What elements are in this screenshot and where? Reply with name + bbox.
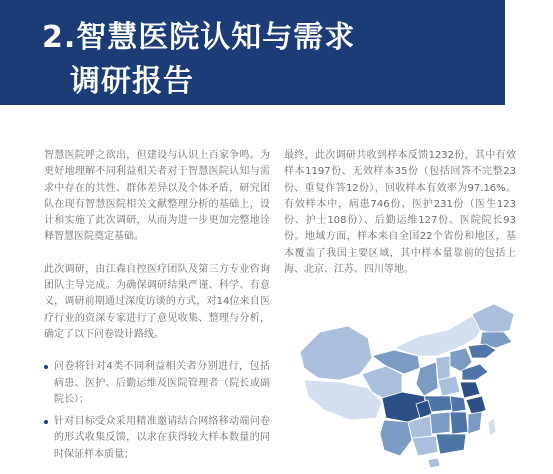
title-banner [0, 0, 505, 105]
results-paragraph: 最终，此次调研共收到样本反馈1232份，其中有效样本1197份、无效样本35份（包括回答不完整23份、重复作答12份），回收样本有效率为97.16%。有效样本中，病患746份、医护231份（医生123份、护士108份）、后勤运维127份、医院院长93份。地域方面，样本来自全国22个省份和地区，基本覆盖了我国主要区域，其中样本量靠前的包括上海、北京、江苏、四川等地。 [284, 150, 516, 276]
page-title-line-1: 2.智慧医院认知与需求 [42, 20, 356, 55]
list-item-text: 问卷将针对4类不同利益相关者分别进行，包括病患、医护、后勤运维及医院管理者（院长或副院长）； [54, 361, 270, 405]
map-region-guangdong [436, 434, 466, 454]
map-region-jiangxi [450, 412, 468, 434]
map-region-shanxi [436, 356, 450, 380]
map-region-fujian [468, 412, 482, 434]
method-paragraph: 此次调研，由江森自控医疗团队及第三方专业咨询团队主导完成。为确保调研结果严谨、科学、有意义，调研前期通过深度访谈的方式，对14位来自医疗行业的资深专家进行了意见收集、整理与分析，确定了以下问卷设计路线。 [44, 263, 270, 340]
map-region-yunnan [380, 420, 412, 456]
bullet-dot-icon [44, 365, 48, 369]
list-item [44, 359, 270, 408]
map-region-anhui [450, 396, 466, 412]
map-region-henan [438, 376, 460, 396]
map-region-hunan [430, 412, 450, 434]
list-item-text: 针对目标受众采用精准邀请结合网络移动端问卷的形式收集反馈，以求在获得较大样本数量的同时保证样本质量； [54, 416, 270, 460]
map-region-taiwan [488, 418, 496, 436]
page-title-line-2: 调研报告 [70, 64, 194, 99]
map-region-guangxi [412, 436, 438, 456]
map-region-jiangsu [460, 382, 480, 398]
right-column [284, 148, 516, 294]
map-region-northwest [300, 326, 372, 380]
bullet-dot-icon [44, 420, 48, 424]
list-item [44, 414, 270, 463]
china-map-icon [290, 300, 530, 474]
survey-design-list [44, 359, 270, 463]
map-region-hainan [428, 458, 440, 468]
intro-paragraph: 智慧医院呼之欲出，但建设与认识上百家争鸣。为更好地理解不同利益相关者对于智慧医院认知与需求中存在的共性、群体差异以及个体矛盾，研究团队在现有智慧医院相关文献整理分析的基础上，设计和实施了此次调研，从而为进一步更加完整地诠释智慧医院奠定基础。 [44, 150, 270, 243]
left-column [44, 148, 270, 469]
